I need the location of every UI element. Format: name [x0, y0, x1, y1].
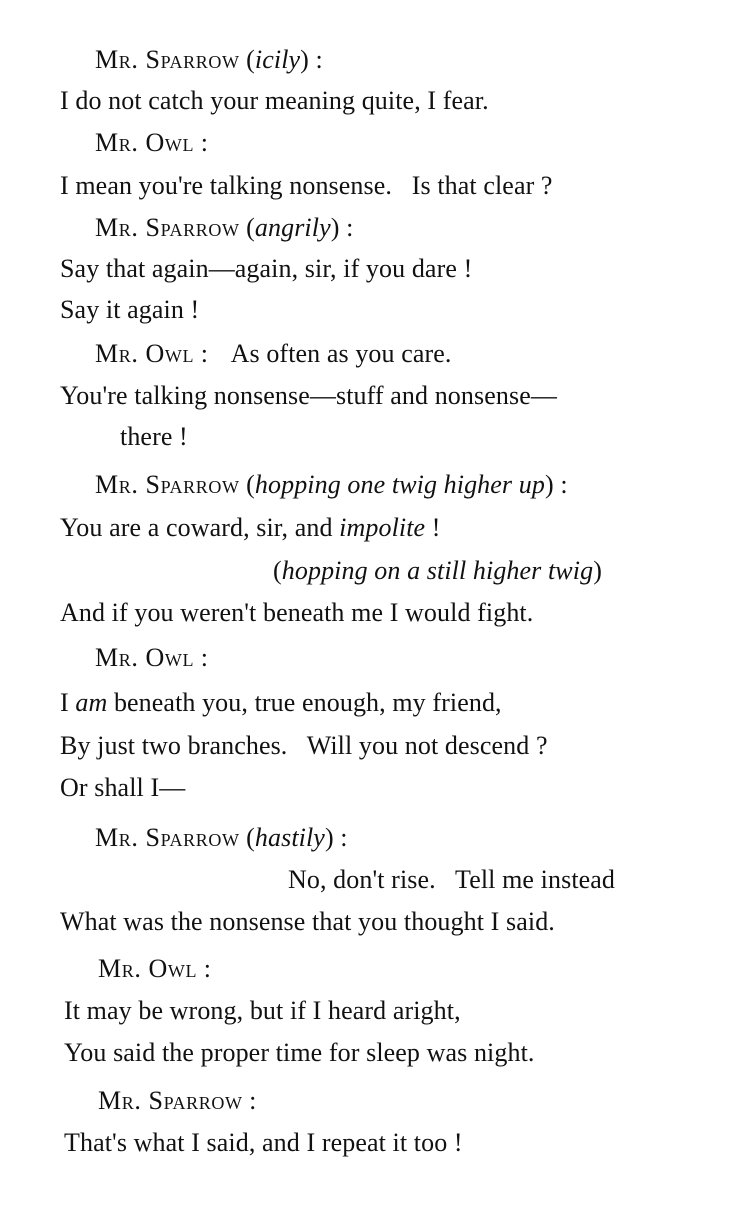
verse-line: Say that again—again, sir, if you dare ! — [60, 254, 473, 283]
speaker-name: Mr. Sparrow — [95, 823, 240, 852]
verse-line-continuation: there ! — [120, 422, 188, 451]
verse-line: As often as you care. — [230, 339, 452, 368]
speaker-suffix: : — [339, 213, 354, 242]
verse-line: That's what I said, and I repeat it too ! — [64, 1128, 463, 1157]
verse-line: No, don't rise. Tell me instead — [288, 865, 616, 894]
speaker-line: Mr. Sparrow (angrily) : — [95, 213, 354, 242]
verse-line: I mean you're talking nonsense. Is that clear ? — [60, 171, 553, 200]
speaker-name: Mr. Owl — [95, 128, 195, 157]
speaker-line — [98, 1085, 256, 1117]
emphasis: am — [75, 688, 108, 717]
speaker-suffix: : — [194, 128, 209, 157]
speaker-suffix: : — [194, 643, 209, 672]
stage-direction-line: (hopping on a still higher twig) — [273, 556, 602, 585]
verse-line: You're talking nonsense—stuff and nonsense— — [60, 381, 557, 410]
emphasis: impolite — [339, 513, 426, 542]
speaker-line — [95, 338, 452, 370]
verse-line: Say it again ! — [60, 295, 200, 324]
stage-direction: hopping on a still higher twig — [281, 556, 594, 585]
speaker-name: Mr. Sparrow — [98, 1086, 243, 1115]
stage-direction: hastily — [254, 823, 325, 852]
verse-line — [60, 512, 441, 544]
verse-line: You said the proper time for sleep was night. — [64, 1038, 535, 1067]
stage-direction: icily — [254, 45, 301, 74]
speaker-name: Mr. Sparrow — [95, 470, 240, 499]
stage-direction: hopping one twig higher up — [254, 470, 545, 499]
speaker-suffix: : — [242, 1086, 257, 1115]
speaker-name: Mr. Sparrow — [95, 213, 240, 242]
speaker-name: Mr. Owl — [98, 954, 198, 983]
verse-line: And if you weren't beneath me I would fight. — [60, 598, 534, 627]
speaker-name: Mr. Owl — [95, 339, 195, 368]
speaker-name: Mr. Sparrow — [95, 45, 240, 74]
speaker-line: Mr. Sparrow (hopping one twig higher up) : — [95, 470, 568, 499]
speaker-suffix: : — [197, 954, 212, 983]
speaker-suffix: : — [308, 45, 323, 74]
speaker-suffix: : — [553, 470, 568, 499]
speaker-line: Mr. Sparrow (icily) : — [95, 45, 323, 74]
speaker-line: Mr. Sparrow (hastily) : — [95, 823, 348, 852]
verse-line — [60, 687, 502, 719]
speaker-line — [98, 953, 211, 985]
verse-text: I — [60, 688, 76, 717]
verse-text: You are a coward, sir, and — [60, 513, 340, 542]
speaker-line — [95, 642, 208, 674]
speaker-suffix: : — [333, 823, 348, 852]
verse-line: Or shall I— — [60, 773, 186, 802]
verse-text: ! — [425, 513, 441, 542]
speaker-name: Mr. Owl — [95, 643, 195, 672]
verse-line: What was the nonsense that you thought I said. — [60, 907, 555, 936]
speaker-suffix: : — [194, 339, 209, 368]
verse-line: I do not catch your meaning quite, I fear. — [60, 86, 489, 115]
verse-text: beneath you, true enough, my friend, — [107, 688, 502, 717]
verse-line: It may be wrong, but if I heard aright, — [64, 996, 461, 1025]
speaker-line — [95, 127, 208, 159]
verse-line: By just two branches. Will you not descend ? — [60, 731, 548, 760]
stage-direction: angrily — [254, 213, 331, 242]
